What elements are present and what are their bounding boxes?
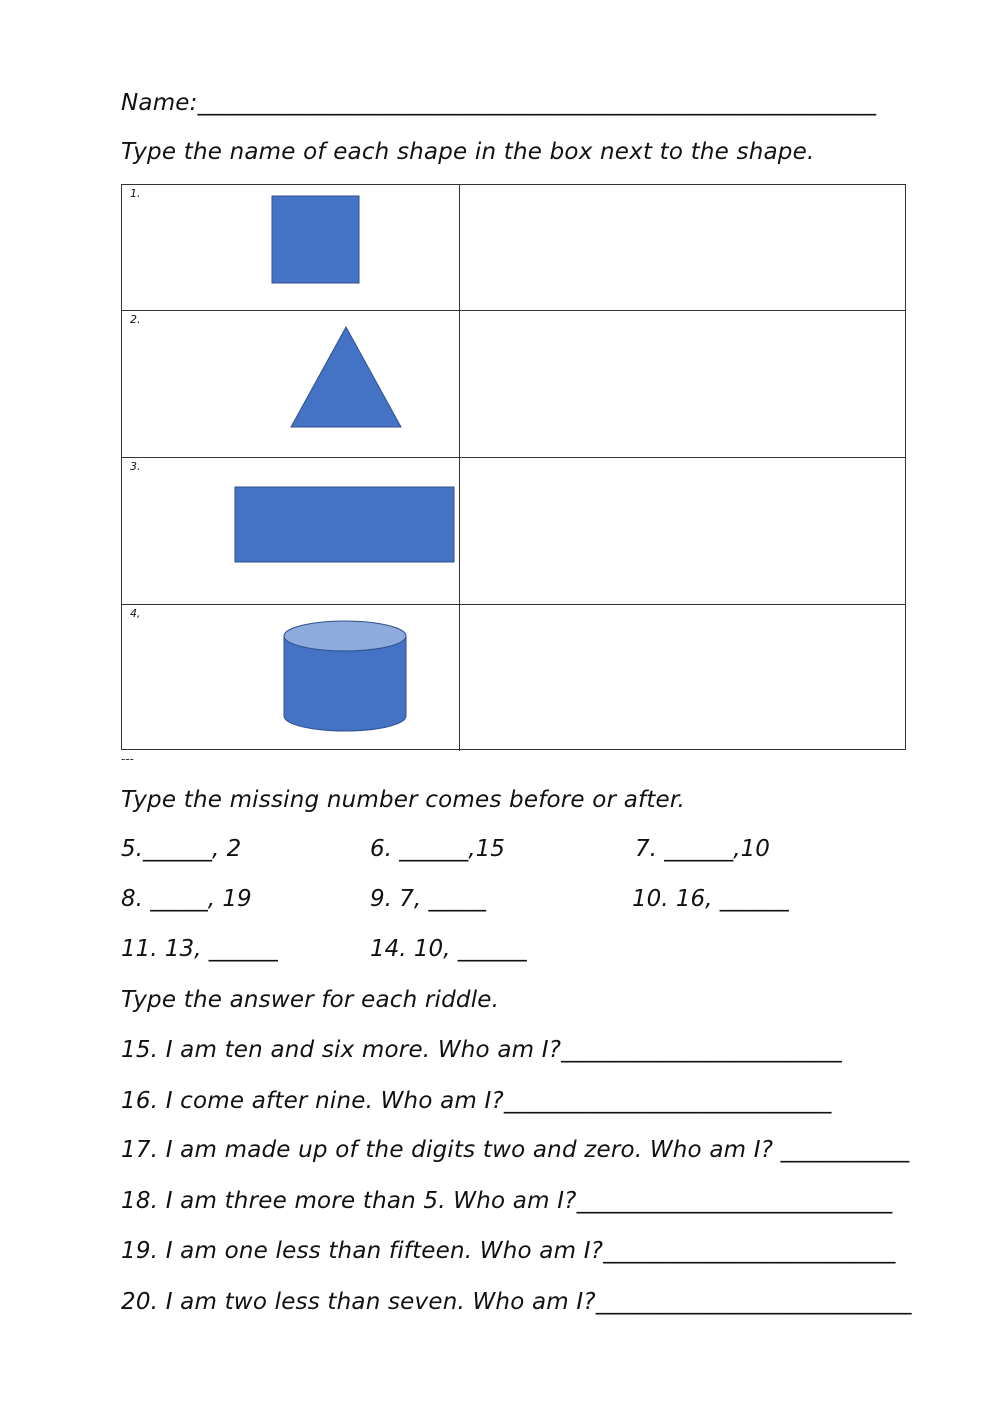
numbers-instruction: Type the missing number comes before or after.	[121, 787, 685, 813]
question-11[interactable]: 11. 13, ______	[121, 936, 278, 962]
answer-box-3[interactable]	[460, 458, 905, 604]
question-9[interactable]: 9. 7, _____	[370, 886, 487, 912]
cylinder-shape	[282, 619, 408, 735]
shape-table	[121, 184, 906, 750]
answer-box-2[interactable]	[460, 311, 905, 457]
name-line: Name:__________________________________________________________	[121, 90, 877, 116]
riddle-16[interactable]: 16. I come after nine. Who am I?____________________________	[121, 1088, 832, 1114]
question-number: 4,	[130, 607, 141, 620]
question-6[interactable]: 6. ______,15	[370, 836, 505, 862]
riddle-20[interactable]: 20. I am two less than seven. Who am I?___________________________	[121, 1289, 912, 1315]
shape-cell	[122, 458, 460, 604]
question-number: 2.	[130, 313, 141, 326]
riddle-19[interactable]: 19. I am one less than fifteen. Who am I?_________________________	[121, 1238, 896, 1264]
riddles-instruction: Type the answer for each riddle.	[121, 987, 500, 1013]
square-shape	[271, 195, 361, 285]
triangle-shape	[289, 326, 403, 430]
riddle-17[interactable]: 17. I am made up of the digits two and zero. Who am I? ___________	[121, 1137, 910, 1163]
table-row	[122, 185, 905, 311]
shapes-instruction: Type the name of each shape in the box next to the shape.	[121, 139, 815, 165]
table-row	[122, 311, 905, 458]
question-number: 1.	[130, 187, 141, 200]
answer-box-4[interactable]	[460, 605, 905, 751]
question-number: 3.	[130, 460, 141, 473]
shape-cell	[122, 185, 460, 310]
question-5[interactable]: 5.______, 2	[121, 836, 242, 862]
question-10[interactable]: 10. 16, ______	[632, 886, 789, 912]
rectangle-shape	[234, 486, 456, 564]
shape-cell	[122, 605, 460, 751]
riddle-15[interactable]: 15. I am ten and six more. Who am I?________________________	[121, 1037, 842, 1063]
question-8[interactable]: 8. _____, 19	[121, 886, 252, 912]
question-7[interactable]: 7. ______,10	[635, 836, 770, 862]
question-14[interactable]: 14. 10, ______	[370, 936, 527, 962]
table-row	[122, 458, 905, 605]
answer-box-1[interactable]	[460, 185, 905, 310]
shape-cell	[122, 311, 460, 457]
table-footer-dashes: ---	[121, 752, 134, 766]
riddle-18[interactable]: 18. I am three more than 5. Who am I?___________________________	[121, 1188, 893, 1214]
table-row	[122, 605, 905, 751]
